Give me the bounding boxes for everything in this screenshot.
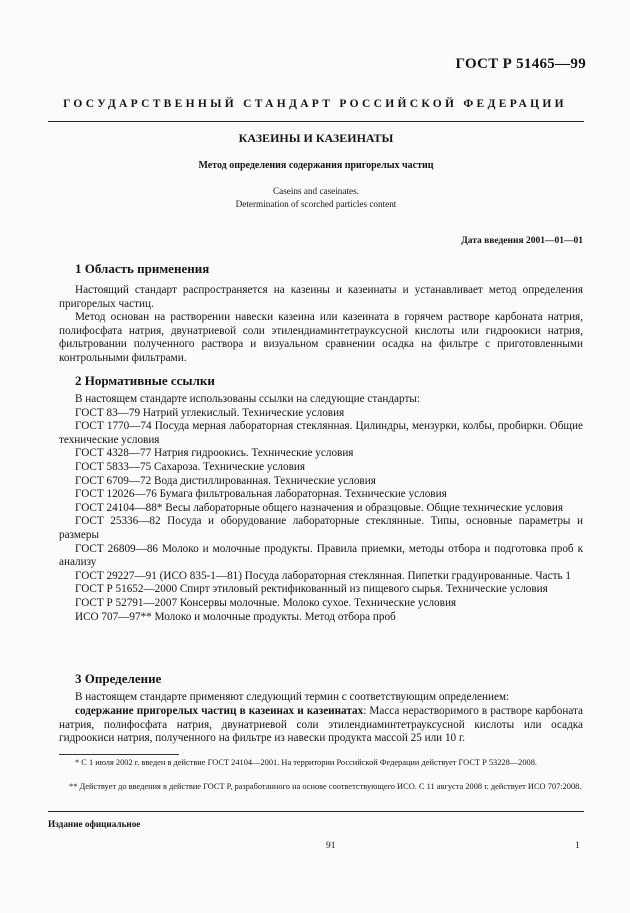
official-edition-label: Издание официальное [48,819,141,829]
page-number: 91 [326,841,336,851]
section3-definition: содержание пригорелых частиц в казеинах и казеинатах: Масса нерастворимого в растворе карбоната натрия, полифосфата натрия, двунатриевой соли этилендиаминтетрауксусной кислоты или осадка гидроокиси натрия, полученного на фильтре из навески продукта массой 25 или 10 г. [59,705,583,745]
section1-heading: 1 Область применения [75,261,210,276]
english-title-line2: Determination of scorched particles content [235,199,397,209]
reference-item: ГОСТ 24104—88* Весы лабораторные общего назначения и образцовые. Общие технические условия [75,501,564,514]
reference-item: ГОСТ 26809—86 Молоко и молочные продукты. Правила приемки, методы отбора и подготовка проб к анализу [59,542,583,569]
document-code: ГОСТ Р 51465—99 [455,56,586,72]
top-rule [48,121,584,122]
english-title [48,185,584,211]
reference-item: ГОСТ Р 52791—2007 Консервы молочные. Молоко сухое. Технические условия [75,596,457,609]
reference-item: ГОСТ 29227—91 (ИСО 835-1—81) Посуда лабораторная стеклянная. Пипетки градуированные. Часть 1 [75,569,571,582]
section2-heading: 2 Нормативные ссылки [75,373,215,388]
reference-item: ИСО 707—97** Молоко и молочные продукты. Метод отбора проб [75,610,396,623]
reference-item: ГОСТ Р 51652—2000 Спирт этиловый ректификованный из пищевого сырья. Технические условия [75,583,548,596]
references-intro: В настоящем стандарте использованы ссылки на следующие стандарты: [75,393,420,405]
reference-item: ГОСТ 6709—72 Вода дистиллированная. Технические условия [75,474,376,487]
section1-paragraph1: Настоящий стандарт распространяется на казеины и казеинаты и устанавливает метод определения пригорелых частиц. [59,284,583,310]
reference-item: ГОСТ 12026—76 Бумага фильтровальная лабораторная. Технические условия [75,488,447,501]
footnote-2: ** Действует до введения в действие ГОСТ Р, разработанного на основе соответствующего ИСО. С 11 августа 2008 г. действует ИСО 707:2008. [69,782,582,791]
edition-rule [48,811,584,812]
sheet-number: 1 [575,841,580,851]
section3-intro: В настоящем стандарте применяют следующий термин с соответствующим определением: [75,691,510,703]
reference-item: ГОСТ 4328—77 Натрия гидроокись. Технические условия [75,447,354,460]
document-title: КАЗЕИНЫ И КАЗЕИНАТЫ [238,131,394,145]
reference-item: ГОСТ 25336—82 Посуда и оборудование лабораторные стеклянные. Типы, основные параметры и размеры [59,515,583,541]
footnote-rule [59,754,179,755]
reference-item: ГОСТ 1770—74 Посуда мерная лабораторная стеклянная. Цилиндры, мензурки, колбы, пробирки. Общие технические условия [59,420,583,446]
english-title-line1: Caseins and caseinates. [273,186,359,196]
section3-heading: 3 Определение [75,671,162,686]
reference-item: ГОСТ 5833—75 Сахароза. Технические условия [75,460,306,473]
document-subtitle: Метод определения содержания пригорелых частиц [198,160,434,171]
date-introduced: Дата введения 2001—01—01 [461,236,583,246]
normative-references-list [59,393,583,624]
standard-banner: ГОСУДАРСТВЕННЫЙ СТАНДАРТ РОССИЙСКОЙ ФЕДЕРАЦИИ [63,98,567,110]
reference-item: ГОСТ 83—79 Натрий углекислый. Технические условия [75,406,345,419]
section1-paragraph2: Метод основан на растворении навески казеина или казеината в горячем растворе карбоната натрия, полифосфата натрия, двунатриевой соли этилендиаминтетрауксусной кислоты или гидроокиси натрия, фильтровании полученного раствора и визуальном сравнении осадка на фильтре с приготовленными контрольными фильтрами. [59,311,583,364]
footnote-1: * С 1 июля 2002 г. введен в действие ГОСТ 24104—2001. На территории Российской Федерации действует ГОСТ Р 53228—2008. [75,758,538,767]
defined-term: содержание пригорелых частиц в казеинах и казеинатах [75,705,364,717]
